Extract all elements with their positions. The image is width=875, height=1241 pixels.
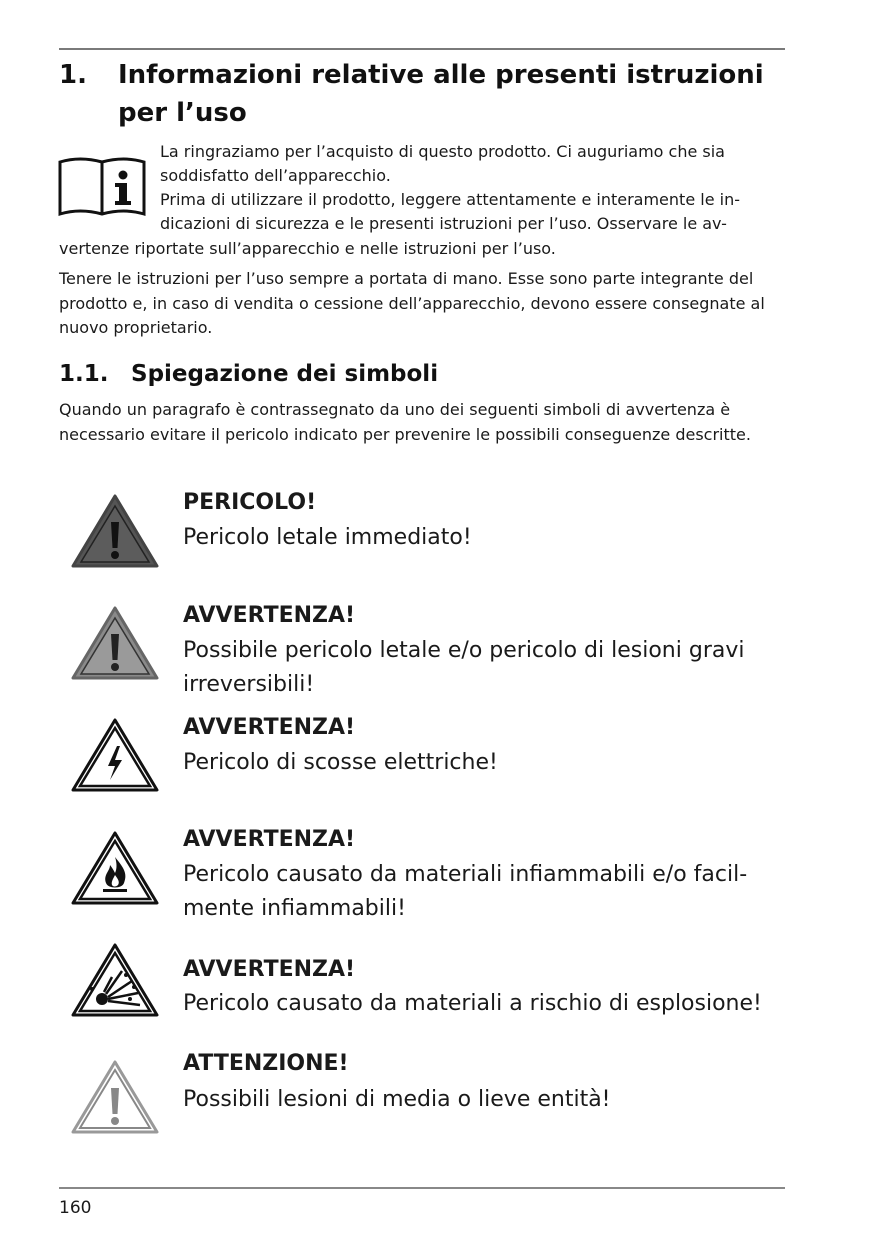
warning-title: PERICOLO!	[183, 490, 317, 515]
warning-text: Pericolo causato da materiali infiammabili e/o facilmente infiammabili!	[183, 862, 748, 921]
section-number: 1.1.	[59, 361, 109, 387]
footer-rule	[59, 1187, 785, 1189]
intro-text	[160, 140, 785, 236]
chapter-title: Informazioni relative alle presenti istruzioni per l’uso	[118, 60, 764, 128]
electric-shock-icon	[70, 716, 160, 794]
keep-instructions-paragraph: Tenere le istruzioni per l’uso sempre a portata di mano. Esse sono parte integrante del prodotto e, in caso di vendita o cessione dell’apparecchio, devono essere consegnate al nuovo proprietario.	[59, 269, 765, 337]
intro-read-instructions: Prima di utilizzare il prodotto, leggere attentamente e interamente le indicazioni di sicurezza e le presenti istruzioni per l’uso. Osservare le av-	[160, 190, 740, 233]
warning-title: AVVERTENZA!	[183, 715, 356, 740]
page-number: 160	[59, 1198, 92, 1218]
flammable-icon	[70, 829, 160, 907]
warning-title: AVVERTENZA!	[183, 957, 356, 982]
warning-text: Possibile pericolo letale e/o pericolo di lesioni gravi irreversibili!	[183, 638, 745, 697]
warning-triangle-icon	[70, 604, 160, 682]
warning-text: Pericolo di scosse elettriche!	[183, 750, 498, 775]
warning-title: AVVERTENZA!	[183, 603, 356, 628]
chapter-number: 1.	[59, 60, 87, 90]
warning-text: Pericolo causato da materiali a rischio di esplosione!	[183, 991, 762, 1016]
section-paragraph: Quando un paragrafo è contrassegnato da uno dei seguenti simboli di avvertenza è necessario evitare il pericolo indicato per prevenire le possibili conseguenze descritte.	[59, 400, 751, 444]
intro-thanks: La ringraziamo per l’acquisto di questo prodotto. Ci auguriamo che sia soddisfatto dell’apparecchio.	[160, 142, 725, 185]
caution-triangle-icon	[70, 1058, 160, 1136]
warning-text: Pericolo letale immediato!	[183, 525, 472, 550]
warning-text: Possibili lesioni di media o lieve entità!	[183, 1087, 611, 1112]
section-title: Spiegazione dei simboli	[131, 361, 439, 387]
intro-text-continued: vertenze riportate sull’apparecchio e nelle istruzioni per l’uso.	[59, 239, 556, 258]
explosive-icon	[70, 941, 160, 1019]
warning-title: ATTENZIONE!	[183, 1051, 349, 1076]
manual-info-icon	[56, 154, 148, 220]
danger-triangle-icon	[70, 492, 160, 570]
warning-title: AVVERTENZA!	[183, 827, 356, 852]
top-rule	[59, 48, 785, 50]
